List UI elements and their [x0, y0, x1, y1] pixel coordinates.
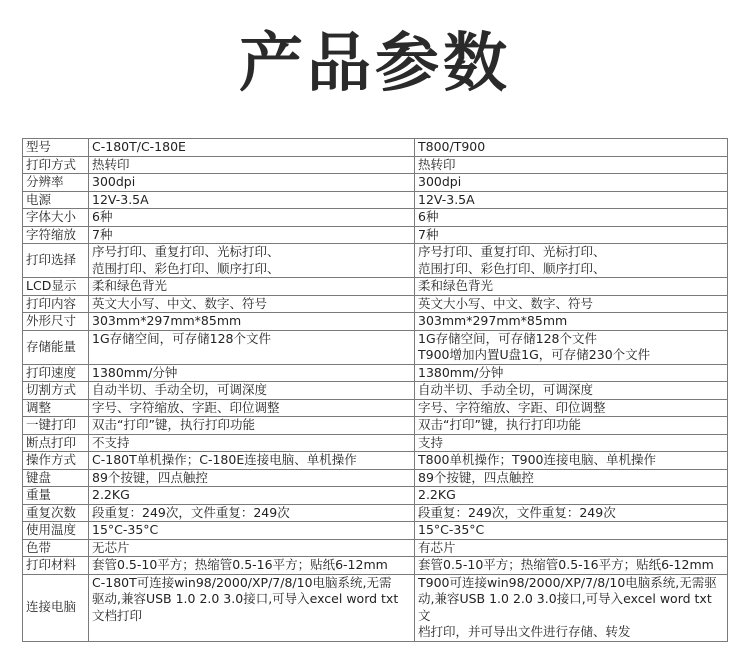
spec-value-t800: 89个按键，四点触控 — [415, 469, 728, 487]
table-row — [23, 364, 728, 382]
table-row — [23, 417, 728, 435]
spec-label-cell: 使用温度 — [23, 522, 89, 540]
table-row — [23, 487, 728, 505]
spec-table-body — [23, 139, 728, 642]
table-row — [23, 191, 728, 209]
table-row — [23, 295, 728, 313]
spec-label-cell: 色带 — [23, 539, 89, 557]
table-row — [23, 226, 728, 244]
spec-value-c180: 303mm*297mm*85mm — [89, 313, 415, 331]
spec-value-c180: C-180T/C-180E — [89, 139, 415, 157]
spec-value-t800: 6种 — [415, 209, 728, 227]
spec-label-cell: 字体大小 — [23, 209, 89, 227]
spec-label-cell: 重复次数 — [23, 504, 89, 522]
table-row — [23, 330, 728, 364]
spec-value-t800: 1G存储空间，可存储128个文件 T900增加内置U盘1G，可存储230个文件 — [415, 330, 728, 364]
spec-value-t800: 双击“打印”键，执行打印功能 — [415, 417, 728, 435]
spec-label-cell: 打印选择 — [23, 244, 89, 278]
spec-value-t800: 段重复：249次，文件重复：249次 — [415, 504, 728, 522]
spec-label-cell: 电源 — [23, 191, 89, 209]
spec-label-cell: 存储能量 — [23, 330, 89, 364]
table-row — [23, 174, 728, 192]
spec-value-c180: 89个按键，四点触控 — [89, 469, 415, 487]
table-row — [23, 574, 728, 641]
spec-value-c180: 柔和绿色背光 — [89, 278, 415, 296]
spec-value-t800: T800单机操作；T900连接电脑、单机操作 — [415, 452, 728, 470]
spec-value-c180: 不支持 — [89, 434, 415, 452]
table-row — [23, 399, 728, 417]
spec-value-c180: 自动半切、手动全切，可调深度 — [89, 382, 415, 400]
spec-label-cell: 打印速度 — [23, 364, 89, 382]
spec-label-cell: 型号 — [23, 139, 89, 157]
table-row — [23, 522, 728, 540]
table-row — [23, 452, 728, 470]
spec-value-c180: 热转印 — [89, 156, 415, 174]
table-row — [23, 209, 728, 227]
spec-value-c180: C-180T可连接win98/2000/XP/7/8/10电脑系统,无需 驱动,兼容USB 1.0 2.0 3.0接口,可导入excel word txt 文档打印 — [89, 574, 415, 641]
spec-value-t800: 套管0.5-10平方；热缩管0.5-16平方；贴纸6-12mm — [415, 557, 728, 575]
spec-label-cell: 重量 — [23, 487, 89, 505]
spec-label-cell: 分辨率 — [23, 174, 89, 192]
spec-value-t800: T900可连接win98/2000/XP/7/8/10电脑系统,无需驱 动,兼容USB 1.0 2.0 3.0接口,可导入excel word txt文 档打印，并可导出文件进行存储、转发 — [415, 574, 728, 641]
table-row — [23, 504, 728, 522]
table-row — [23, 139, 728, 157]
spec-value-t800: 15°C-35°C — [415, 522, 728, 540]
spec-value-c180: 2.2KG — [89, 487, 415, 505]
spec-label-cell: 断点打印 — [23, 434, 89, 452]
table-row — [23, 244, 728, 278]
spec-label-cell: 一键打印 — [23, 417, 89, 435]
spec-value-t800: 热转印 — [415, 156, 728, 174]
spec-value-c180: 段重复：249次，文件重复：249次 — [89, 504, 415, 522]
spec-value-t800: 1380mm/分钟 — [415, 364, 728, 382]
table-row — [23, 434, 728, 452]
spec-label-cell: 打印内容 — [23, 295, 89, 313]
page-title: 产品参数 — [239, 27, 511, 101]
spec-value-c180: 序号打印、重复打印、光标打印、 范围打印、彩色打印、顺序打印、 — [89, 244, 415, 278]
spec-label-cell: 打印材料 — [23, 557, 89, 575]
spec-label-cell: 外形尺寸 — [23, 313, 89, 331]
spec-label-cell: 操作方式 — [23, 452, 89, 470]
spec-value-t800: 12V-3.5A — [415, 191, 728, 209]
spec-value-t800: 有芯片 — [415, 539, 728, 557]
spec-value-c180: 英文大小写、中文、数字、符号 — [89, 295, 415, 313]
table-row — [23, 156, 728, 174]
table-row — [23, 539, 728, 557]
spec-value-c180: 300dpi — [89, 174, 415, 192]
spec-value-c180: 无芯片 — [89, 539, 415, 557]
table-row — [23, 313, 728, 331]
spec-value-t800: 7种 — [415, 226, 728, 244]
spec-value-c180: 15°C-35°C — [89, 522, 415, 540]
spec-value-t800: T800/T900 — [415, 139, 728, 157]
spec-label-cell: 连接电脑 — [23, 574, 89, 641]
spec-value-c180: 7种 — [89, 226, 415, 244]
spec-value-c180: 1380mm/分钟 — [89, 364, 415, 382]
spec-value-t800: 303mm*297mm*85mm — [415, 313, 728, 331]
spec-value-t800: 支持 — [415, 434, 728, 452]
table-row — [23, 278, 728, 296]
spec-value-c180: 套管0.5-10平方；热缩管0.5-16平方；贴纸6-12mm — [89, 557, 415, 575]
spec-label-cell: LCD显示 — [23, 278, 89, 296]
spec-value-t800: 自动半切、手动全切，可调深度 — [415, 382, 728, 400]
table-row — [23, 382, 728, 400]
spec-value-c180: 字号、字符缩放、字距、印位调整 — [89, 399, 415, 417]
spec-value-c180: 6种 — [89, 209, 415, 227]
spec-label-cell: 键盘 — [23, 469, 89, 487]
spec-value-t800: 2.2KG — [415, 487, 728, 505]
spec-label-cell: 调整 — [23, 399, 89, 417]
spec-label-cell: 打印方式 — [23, 156, 89, 174]
spec-value-t800: 柔和绿色背光 — [415, 278, 728, 296]
table-row — [23, 469, 728, 487]
spec-value-t800: 序号打印、重复打印、光标打印、 范围打印、彩色打印、顺序打印、 — [415, 244, 728, 278]
spec-value-t800: 英文大小写、中文、数字、符号 — [415, 295, 728, 313]
spec-table — [22, 138, 728, 642]
spec-value-c180: 12V-3.5A — [89, 191, 415, 209]
spec-value-c180: C-180T单机操作；C-180E连接电脑、单机操作 — [89, 452, 415, 470]
spec-value-t800: 300dpi — [415, 174, 728, 192]
spec-value-c180: 双击“打印”键，执行打印功能 — [89, 417, 415, 435]
spec-value-t800: 字号、字符缩放、字距、印位调整 — [415, 399, 728, 417]
spec-label-cell: 切割方式 — [23, 382, 89, 400]
spec-label-cell: 字符缩放 — [23, 226, 89, 244]
table-row — [23, 557, 728, 575]
spec-value-c180: 1G存储空间，可存储128个文件 — [89, 330, 415, 364]
